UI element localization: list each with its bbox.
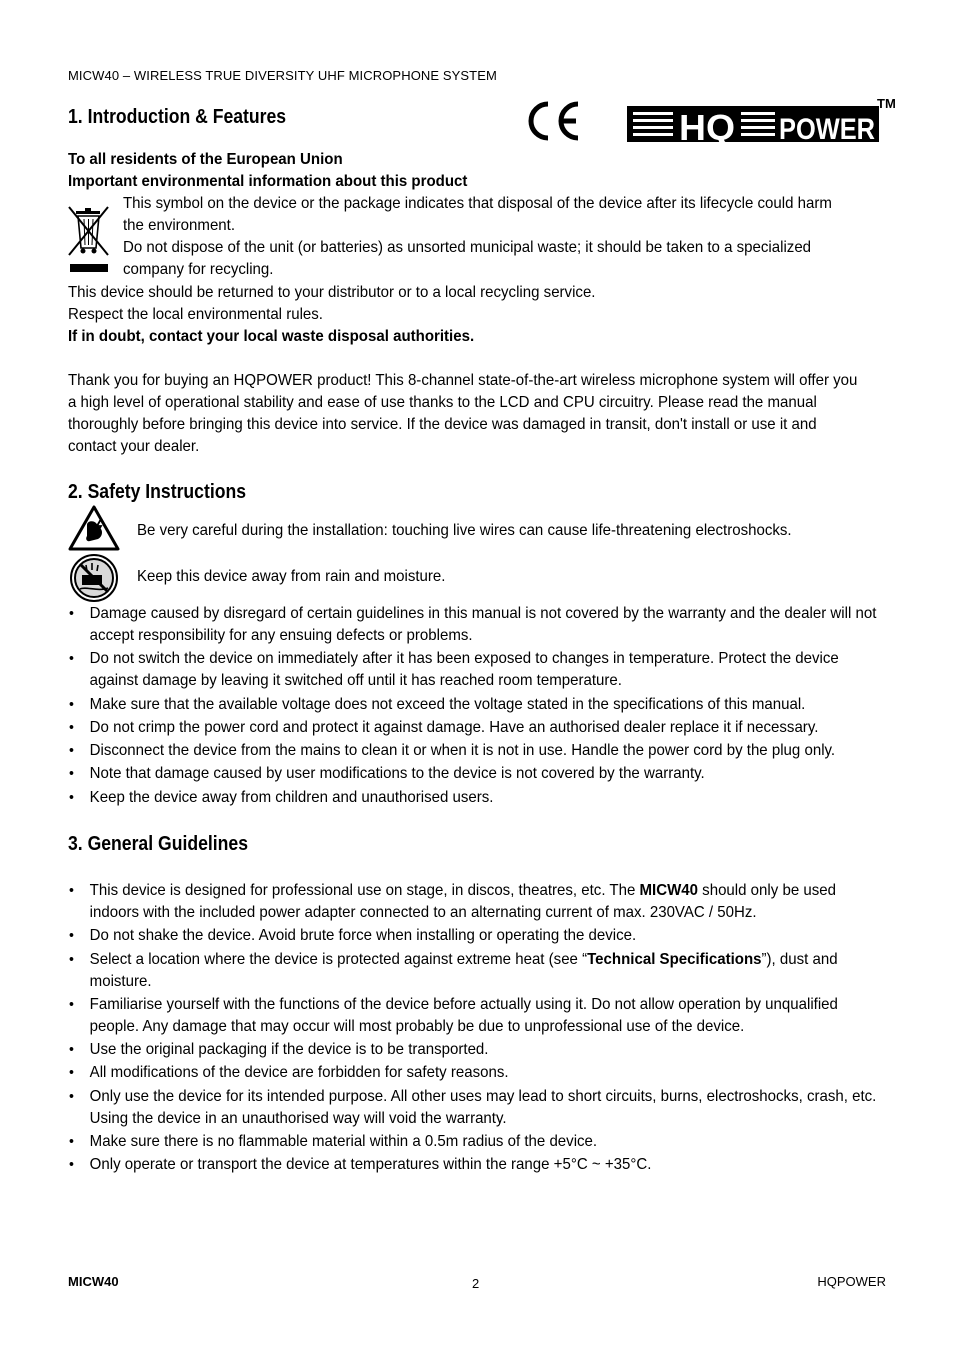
safety-bullet-1: • Damage caused by disregard of certain guidelines in this manual is not covered by the warranty and the dealer will not accept responsibility for any ensuing defects or problems.: [69, 603, 887, 647]
logo-tm-text: TM: [877, 96, 896, 111]
hqpower-logo: [627, 96, 897, 155]
safety-bullet-5: • Disconnect the device from the mains to clean it or when it is not in use. Handle the power cord by the plug only.: [69, 740, 887, 762]
intro-line-1: Thank you for buying an HQPOWER product! This 8-channel state-of-the-art wireless microphone system will offer you: [68, 372, 858, 389]
guideline-bullet-5: • Use the original packaging if the device is to be transported.: [69, 1039, 887, 1061]
guideline-bullet-6: • All modifications of the device are forbidden for safety reasons.: [69, 1062, 887, 1084]
weee-line-1: This symbol on the device or the package indicates that disposal of the device after its lifecycle could harm: [123, 195, 832, 212]
shock-warning-text: Be very careful during the installation: touching live wires can cause life-threatening electroshocks.: [137, 522, 792, 539]
intro-line-3: thoroughly before bringing this device into service. If the device was damaged in transit, don't install or use it and: [68, 416, 817, 433]
logo-hq-text: HQ: [679, 107, 735, 148]
tech-specs-reference: Technical Specifications: [587, 950, 762, 968]
safety-bullet-6: • Note that damage caused by user modifications to the device is not covered by the warranty.: [69, 763, 887, 785]
recycling-paragraph: [68, 282, 928, 348]
weee-line-4: company for recycling.: [123, 261, 274, 278]
intro-line-2: a high level of operational stability and ease of use thanks to the LCD and CPU circuitry. Please read the manual: [68, 394, 817, 411]
section-3-heading: 3. General Guidelines: [68, 833, 248, 855]
guideline-bullet-1: • This device is designed for professional use on stage, in discos, theatres, etc. The MICW40 should only be used indoors with the included power adapter connected to an alternating current of max. 230VAC / 50Hz.: [69, 880, 887, 924]
ce-mark-logo: [524, 100, 582, 147]
electric-shock-warning-icon: [68, 505, 120, 556]
eu-residents-title: To all residents of the European Union: [68, 151, 343, 168]
intro-paragraph: [68, 370, 938, 458]
intro-line-4: contact your dealer.: [68, 438, 200, 455]
safety-bullet-2: • Do not switch the device on immediately after it has been exposed to changes in temperature. Protect the device against damage by leaving it switched off until it has reached room temperature.: [69, 648, 887, 692]
eu-environment-subtitle: Important environmental information about this product: [68, 173, 468, 190]
footer-brand: HQPOWER: [817, 1274, 886, 1289]
weee-line-3: Do not dispose of the unit (or batteries) as unsorted municipal waste; it should be taken to a specialized: [123, 239, 812, 256]
guideline-bullet-3: • Select a location where the device is protected against extreme heat (see “Technical Specifications”), dust and moisture.: [69, 949, 887, 993]
guideline-bullet-9: • Only operate or transport the device at temperatures within the range +5°C ~ +35°C.: [69, 1154, 887, 1176]
weee-paragraph: [123, 193, 923, 281]
safety-bullet-3: • Make sure that the available voltage does not exceed the voltage stated in the specifications of this manual.: [69, 694, 887, 716]
guideline-bullet-7: • Only use the device for its intended purpose. All other uses may lead to short circuits, burns, electroshocks, crash, etc. Using the device in an unauthorised way will void the warranty.: [69, 1086, 887, 1130]
guideline-bullet-2: • Do not shake the device. Avoid brute force when installing or operating the device.: [69, 925, 887, 947]
moisture-warning-text: Keep this device away from rain and moisture.: [137, 568, 446, 585]
weee-line-2: the environment.: [123, 217, 236, 234]
page-number: 2: [472, 1276, 480, 1291]
crossed-bin-icon: [66, 203, 112, 280]
no-moisture-icon: [68, 553, 120, 608]
respect-line: Respect the local environmental rules.: [68, 306, 323, 323]
guideline-bullet-8: • Make sure there is no flammable material within a 0.5m radius of the device.: [69, 1131, 887, 1153]
section-1-heading: 1. Introduction & Features: [68, 106, 287, 128]
logo-power-text: POWER: [779, 113, 876, 146]
safety-bullet-4: • Do not crimp the power cord and protect it against damage. Have an authorised dealer replace it if necessary.: [69, 717, 887, 739]
section-2-heading: 2. Safety Instructions: [68, 481, 247, 503]
return-line: This device should be returned to your distributor or to a local recycling service.: [68, 284, 596, 301]
guidelines-bullet-list: [69, 880, 887, 1178]
running-header: MICW40 – WIRELESS TRUE DIVERSITY UHF MICROPHONE SYSTEM: [68, 68, 497, 83]
doubt-line: If in doubt, contact your local waste disposal authorities.: [68, 328, 475, 345]
guideline-bullet-4: • Familiarise yourself with the functions of the device before actually using it. Do not allow operation by unqualified people. Any damage that may occur will most probably be due to unprofessional use of the device.: [69, 994, 887, 1038]
safety-bullet-list: [69, 603, 887, 810]
footer-model: MICW40: [68, 1274, 119, 1289]
safety-bullet-7: • Keep the device away from children and unauthorised users.: [69, 787, 887, 809]
model-name: MICW40: [639, 882, 699, 899]
